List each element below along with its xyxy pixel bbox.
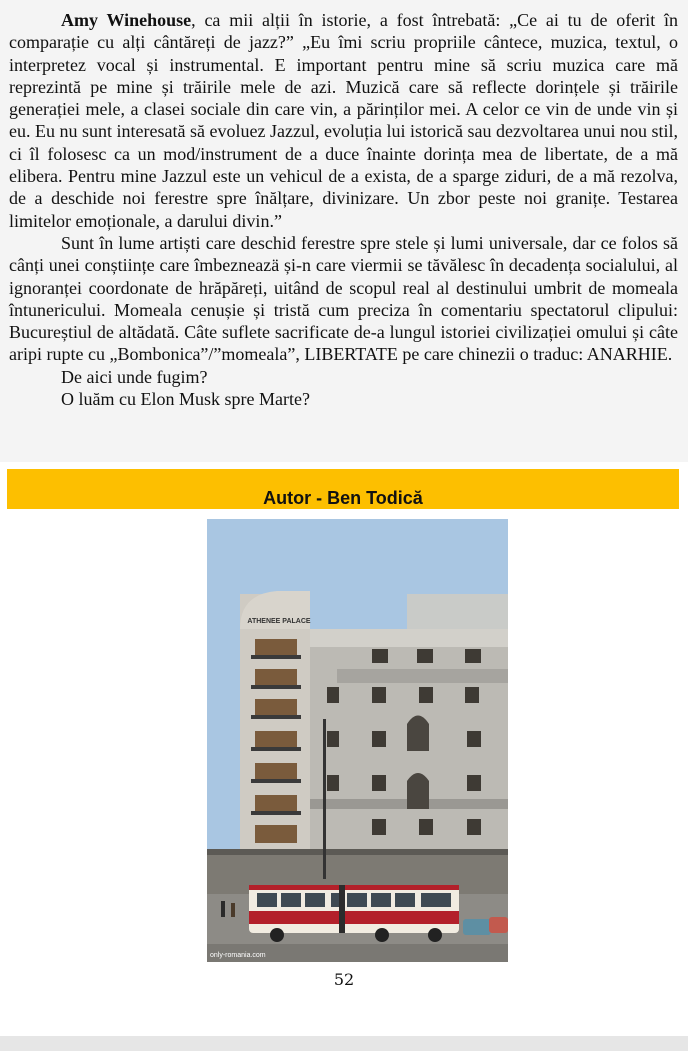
- photo-watermark: only-romania.com: [210, 952, 266, 959]
- building-photo: [207, 519, 508, 962]
- paragraph-2: Sunt în lume artiști care deschid ferestre spre stele și lumi universale, dar ce folos să cânți unei conștiințe care îmbezneazä și-n care viermii se tăvălesc în decadența socialului, al ignoranței coordonate de hrăpăreți, uitând de scopul real al destinului umbrit de momeala întunericului. Momeala cenușie și tristă cum preciza în comentariu spectatorul clipului: Bucureștiul de altădată. Câte suflete sacrificate de-a lungul istoriei civilizației omului și câte aripi rupte cu „Bombonica”/”momeala”, LIBERTATE pe care chinezii o traduc: ANARHIE.: [9, 232, 678, 365]
- paragraph-4: O luăm cu Elon Musk spre Marte?: [61, 389, 310, 410]
- building-sign: ATHENEE PALACE: [247, 618, 311, 625]
- author-banner: [7, 469, 679, 509]
- article-text: [0, 0, 688, 462]
- lead-name: Amy Winehouse: [61, 10, 192, 30]
- viewer-bottom-bar: [0, 1036, 688, 1051]
- paragraph-3: De aici unde fugim?: [61, 366, 208, 387]
- paragraph-1-text: , ca mii alții în istorie, a fost întrebată: „Ce ai tu de oferit în comparație cu alți cântăreți de jazz?” „Eu îmi scriu propriile cântece, muzica, textul, o interpretez vocal și instrumental. E important pentru mine să scriu muzica care mă reprezintă pe mine și trăirile mele de azi. Muzică care să reflecte dorințele și trăirile generației mele, a clasei sociale din care vin, a părinților mei. A celor ce vin de unde vin și eu. Eu nu sunt interesată să evoluez Jazzul, evoluția lui istorică sau dezvoltarea unui nou stil, ci îl folosesc ca un mod/instrument de a duce înainte dorința mea de libertate, de a mă elibera. Pentru mine Jazzul este un vehicul de a exista, de a sparge ziduri, de a mă rezolva, de a deschide noi ferestre spre înălțare, divinizare. Un zbor peste noi granițe. Testarea limitelor emoționale, a darului divin.”: [9, 10, 679, 231]
- page-number: 52: [333, 970, 355, 989]
- paragraph-1: [9, 9, 678, 232]
- author-label: Autor - Ben Todică: [263, 487, 423, 508]
